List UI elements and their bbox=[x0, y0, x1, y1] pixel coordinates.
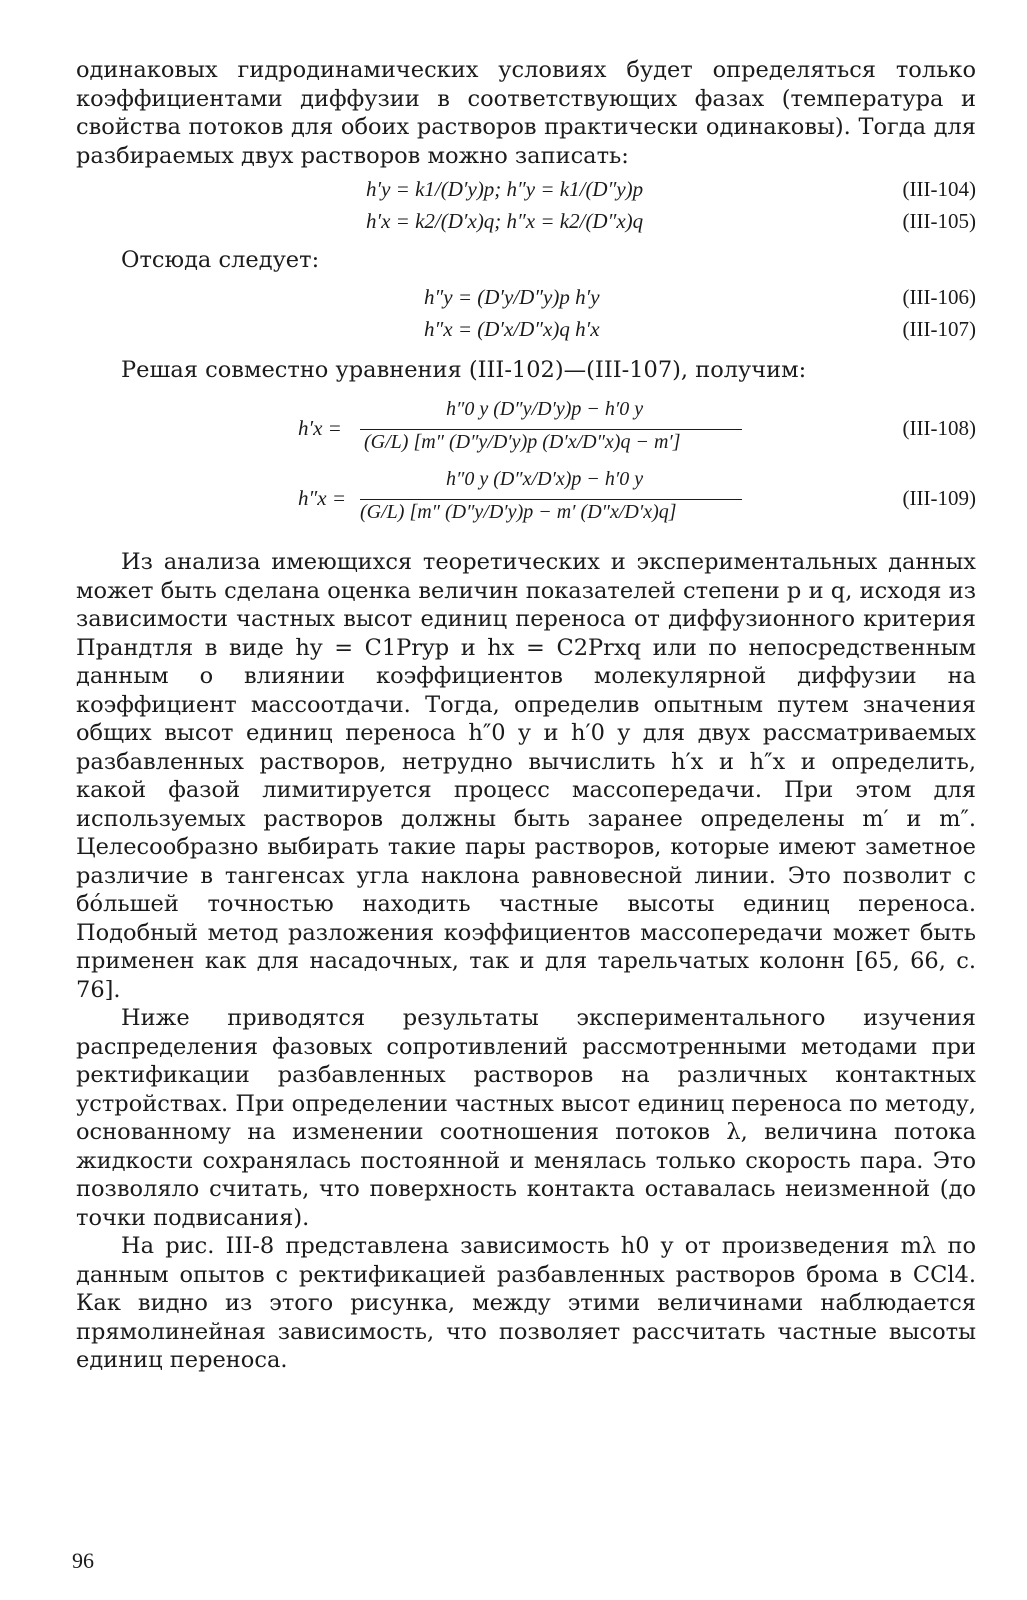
equation-numerator: h″0 y (D″x/D′x)p − h′0 y bbox=[446, 468, 644, 490]
paragraph-intro: одинаковых гидродинамических условиях будет определяться только коэффициентами диффузии в соответствующих фазах (температура и свойства потоков для обоих растворов практически одинаковы). Тогда для разбираемых двух растворов можно записать: bbox=[76, 57, 976, 169]
equation-formula: h″x = (D′x/D″x)q h′x bbox=[424, 317, 600, 341]
equation-iii-105 bbox=[76, 206, 976, 238]
paragraph-figure-ref: На рис. III-8 представлена зависимость h0 y от произведения mλ по данным опытов с ректификацией разбавленных растворов брома в CCl4. Как видно из этого рисунка, между этими величинами наблюдается прямолинейная зависимость, что позволяет рассчитать частные высоты единиц переноса. bbox=[76, 1233, 976, 1373]
equation-number: (III-107) bbox=[902, 317, 976, 341]
equation-iii-109 bbox=[76, 468, 976, 530]
lead-text-otsyuda: Отсюда следует: bbox=[121, 247, 320, 273]
lead-text-reshaya: Решая совместно уравнения (III-102)—(III-107), получим: bbox=[121, 357, 807, 383]
equation-denominator: (G/L) [m″ (D″y/D′y)p − m′ (D″x/D′x)q] bbox=[360, 501, 677, 523]
equation-iii-106 bbox=[76, 282, 976, 314]
paragraph-results: Ниже приводятся результаты экспериментального изучения распределения фазовых сопротивлений рассмотренными методами при ректификации разбавленных растворов на различных контактных устройствах. При определении частных высот единиц переноса по методу, основанному на изменении соотношения потоков λ, величина потока жидкости сохранялась постоянной и менялась только скорость пара. Это позволяло считать, что поверхность контакта оставалась неизменной (до точки подвисания). bbox=[76, 1005, 976, 1231]
equation-numerator: h″0 y (D″y/D′y)p − h′0 y bbox=[446, 398, 644, 420]
page-number: 96 bbox=[72, 1548, 94, 1573]
equation-denominator: (G/L) [m″ (D″y/D′y)p (D′x/D″x)q − m′] bbox=[364, 431, 681, 453]
equation-iii-107 bbox=[76, 314, 976, 346]
fraction-bar bbox=[360, 499, 742, 500]
equation-formula: h′y = k1/(D′y)p; h″y = k1/(D″y)p bbox=[366, 177, 644, 201]
equation-number: (III-105) bbox=[902, 209, 976, 233]
page-body bbox=[76, 56, 976, 1375]
equation-number: (III-109) bbox=[902, 486, 976, 510]
paragraph-analysis: Из анализа имеющихся теоретических и экспериментальных данных может быть сделана оценка величин показателей степени p и q, исходя из зависимости частных высот единиц переноса от диффузионного критерия Прандтля в виде hy = C1Pryp и hx = C2Prxq или по непосредственным данным о влиянии коэффициентов молекулярной диффузии на коэффициент массоотдачи. Тогда, определив опытным путем значения общих высот единиц переноса h″0 y и h′0 y для двух рассматриваемых разбавленных растворов, нетрудно вычислить h′x и h″x и определить, какой фазой лимитируется процесс массопередачи. При этом для используемых растворов должны быть заранее определены m′ и m″. Целесообразно выбирать такие пары растворов, которые имеют заметное различие в тангенсах угла наклона равновесной линии. Это позволит с бóльшей точностью находить частные высоты единиц переноса. Подобный метод разложения коэффициентов массопередачи может быть применен как для насадочных, так и для тарельчатых колонн [65, 66, с. 76]. bbox=[76, 549, 976, 1003]
equation-iii-108 bbox=[76, 398, 976, 460]
equation-lhs: h′x = bbox=[298, 416, 342, 440]
equation-iii-104 bbox=[76, 174, 976, 206]
equation-formula: h′x = k2/(D′x)q; h″x = k2/(D″x)q bbox=[366, 209, 644, 233]
equation-number: (III-108) bbox=[902, 416, 976, 440]
equation-number: (III-106) bbox=[902, 285, 976, 309]
equation-lhs: h″x = bbox=[298, 486, 346, 510]
equation-number: (III-104) bbox=[902, 177, 976, 201]
fraction-bar bbox=[360, 429, 742, 430]
equation-formula: h″y = (D′y/D″y)p h′y bbox=[424, 285, 600, 309]
